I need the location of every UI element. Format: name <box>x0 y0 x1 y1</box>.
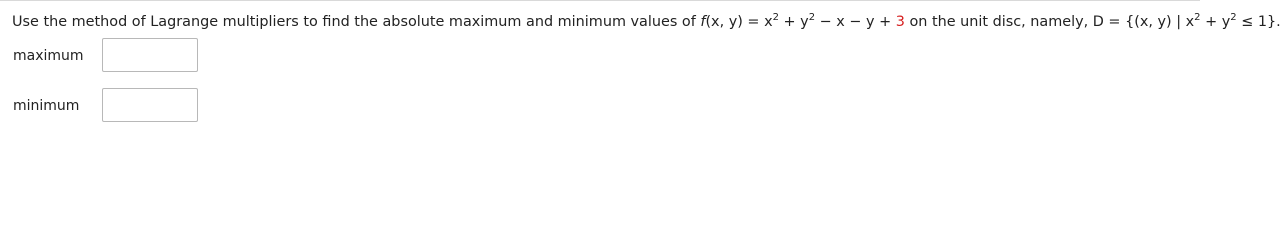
inequality-close: ≤ 1}. <box>1236 14 1281 30</box>
function-name: f <box>700 14 706 30</box>
constant-highlight: 3 <box>895 14 905 30</box>
minus-terms: − x − y + <box>815 14 896 30</box>
top-divider <box>0 0 1200 1</box>
maximum-label: maximum <box>13 48 84 64</box>
equals-x: = x <box>742 14 773 30</box>
plus-y-2: + y <box>1200 14 1231 30</box>
exponent-4: 2 <box>1230 12 1237 23</box>
exponent-2: 2 <box>808 12 816 23</box>
exponent-1: 2 <box>772 12 779 23</box>
question-text <box>12 12 1281 34</box>
exponent-3: 2 <box>1194 12 1201 23</box>
function-args: (x, y) <box>705 14 743 30</box>
minimum-label: minimum <box>13 98 80 114</box>
question-prefix: Use the method of Lagrange multipliers to find the absolute maximum and minimum values of <box>12 14 701 30</box>
domain-text: on the unit disc, namely, D = {(x, y) | x <box>904 14 1195 30</box>
plus-y-1: + y <box>778 14 809 30</box>
maximum-input[interactable] <box>102 38 198 72</box>
minimum-input[interactable] <box>102 88 198 122</box>
